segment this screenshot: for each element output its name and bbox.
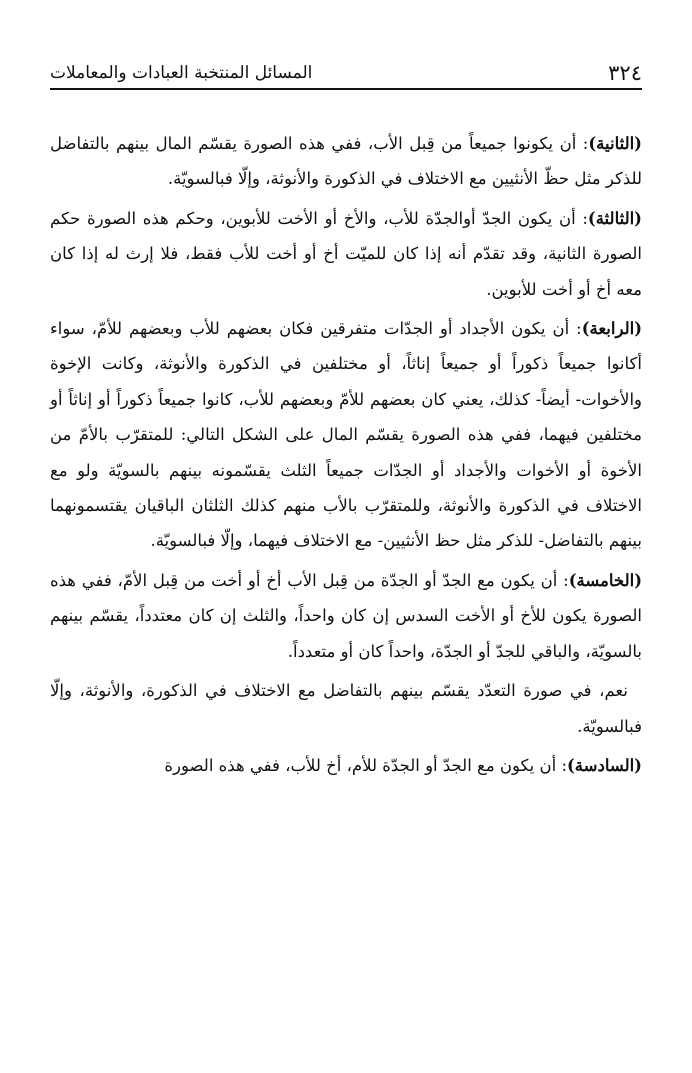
paragraph-second <box>50 126 642 197</box>
paragraph-text: : أن يكونوا جميعاً من قِبل الأب، ففي هذه الصورة يقسّم المال بينهم بالتفاضل للذكر مثل حظّ الأنثيين مع الاختلاف في الذكورة والأنوثة، وإلّا فبالسويّة. <box>50 134 642 189</box>
paragraph-label: (الثالثة) <box>587 208 642 228</box>
paragraph-text: : أن يكون مع الجدّ أو الجدّة للأم، أخ للأب، ففي هذه الصورة <box>164 755 567 775</box>
paragraph-label: (السادسة) <box>567 755 642 775</box>
paragraph-label: (الرابعة) <box>581 319 642 339</box>
paragraph-text: : أن يكون مع الجدّ أو الجدّة من قِبل الأب أخ أو أخت من قِبل الأمّ، ففي هذه الصورة يكون للأخ أو الأخت السدس إن كان واحداً، والثلث إن كان معتدداً، يقسّم بينهم بالسويّة، والباقي للجدّ أو الجدّة، واحداً كان أو متعدداً. <box>50 570 642 661</box>
paragraph-label: (الثانية) <box>588 134 642 153</box>
paragraph-label: (الخامسة) <box>568 570 642 590</box>
paragraph-text: : أن يكون الأجداد أو الجدّات متفرقين فكان بعضهم للأب وبعضهم للأمّ، سواء أكانوا جميعاً ذكوراً أو جميعاً إناثاً، أو مختلفين في الذكورة والأنوثة، وكانت الإخوة والأخوات- أيضاً- كذلك، يعني كان بعضهم للأمّ وبعضهم للأب، كانوا جميعاً ذكوراً أو إناثاً أو مختلفين فيهما، ففي هذه الصورة يقسّم المال على الشكل التالي: للمتقرّب بالأمّ من الأخوة أو الأخوات والأجداد أو الجدّات جميعاً الثلث يقسّمونه بينهم بالسويّة ولو مع الاختلاف في الذكورة والأنوثة، وللمتقرّب بالأب منهم كذلك الثلثان الباقيان يقتسمونهما بينهم بالتفاضل- للذكر مثل حظ الأنثيين- مع الاختلاف فيهما، وإلّا فبالسويّة. <box>50 319 642 551</box>
paragraph-fourth <box>50 311 642 559</box>
page-header <box>50 58 642 90</box>
running-title: المسائل المنتخبة العبادات والمعاملات <box>50 63 313 83</box>
page-number: ٣٢٤ <box>608 61 642 85</box>
paragraph-text: نعم، في صورة التعدّد يقسّم بينهم بالتفاضل مع الاختلاف في الذكورة، والأنوثة، وإلّا فبالسويّة. <box>50 681 642 736</box>
paragraph-third <box>50 201 642 307</box>
paragraph-text: : أن يكون الجدّ أوالجدّة للأب، والأخ أو الأخت للأبوين، وحكم هذه الصورة حكم الصورة الثانية، وقد تقدّم أنه إذا كان للميّت أخ أو أخت للأب فقط، فلا إرث له إذا كان معه أخ أو أخت للأبوين. <box>50 208 642 299</box>
paragraph-note <box>50 673 642 744</box>
paragraph-fifth <box>50 563 642 669</box>
paragraph-sixth <box>50 748 642 783</box>
page-body <box>50 126 642 1073</box>
